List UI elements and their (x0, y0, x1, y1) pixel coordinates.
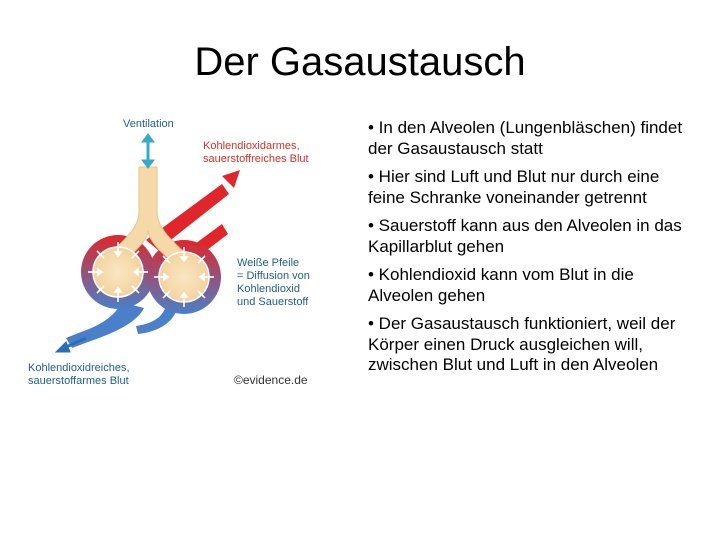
oxygen-rich-blood-label: Kohlendioxidarmes, sauerstoffreiches Blut (203, 140, 309, 165)
bullet-item: • In den Alveolen (Lungenbläschen) findet der Gasaustausch statt (368, 118, 683, 158)
bullet-item: • Der Gasaustausch funktioniert, weil der Körper einen Druck ausgleichen will, zwischen Blut und Luft in den Alveolen (368, 314, 676, 374)
bullet-item: • Hier sind Luft und Blut nur durch eine feine Schranke voneinander getrennt (368, 167, 660, 207)
ventilation-label: Ventilation (123, 118, 174, 130)
bullet-list (368, 118, 698, 384)
co2-rich-blood-label: Kohlendioxidreiches, sauerstoffarmes Blut (28, 362, 130, 387)
oxygen-rich-arrow-icon (222, 170, 240, 188)
ventilation-arrow-icon (142, 134, 154, 168)
bullet-item: • Sauerstoff kann aus den Alveolen in das Kapillarblut gehen (368, 216, 682, 256)
diffusion-legend-label: Weiße Pfeile = Diffusion von Kohlendioxid und Sauerstoff (237, 257, 310, 308)
slide-title: Der Gasaustausch (194, 40, 526, 84)
bullet-item: • Kohlendioxid kann vom Blut in die Alveolen gehen (368, 265, 634, 305)
copyright-label: ©evidence.de (234, 373, 308, 387)
gas-exchange-diagram (26, 112, 326, 397)
